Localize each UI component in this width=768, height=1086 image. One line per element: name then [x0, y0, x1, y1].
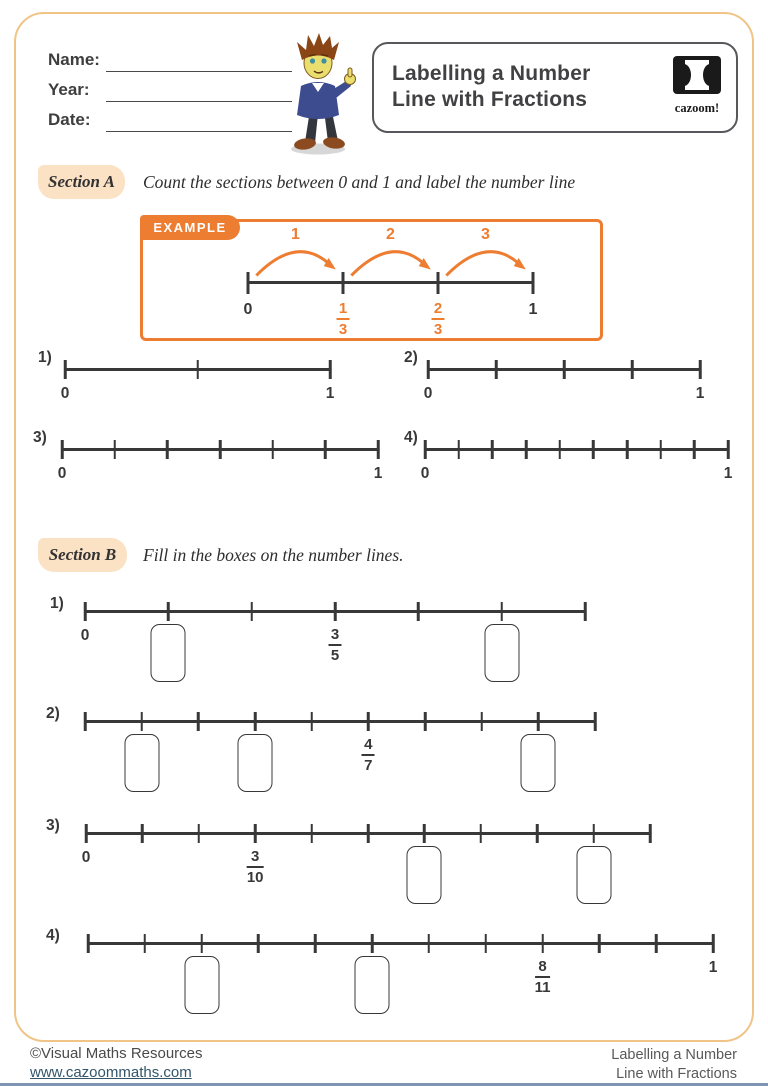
tick-mark	[367, 712, 370, 731]
fraction-denominator: 5	[330, 646, 340, 664]
hop-arrow	[438, 226, 533, 278]
tick-mark	[712, 934, 715, 953]
fraction-denominator: 11	[534, 978, 551, 996]
tick-mark	[84, 712, 87, 731]
fraction-bar	[432, 318, 445, 320]
tick-number-label: 1	[723, 465, 733, 482]
tick-mark	[84, 602, 87, 621]
name-label: Name:	[48, 50, 100, 69]
tick-mark	[257, 934, 260, 953]
tick-mark	[198, 824, 201, 843]
tick-mark	[592, 440, 595, 459]
tick-mark	[500, 602, 503, 621]
fraction-numerator: 3	[330, 626, 340, 643]
tick-mark	[254, 824, 257, 843]
tick-mark	[428, 934, 431, 953]
fraction-label	[432, 301, 445, 338]
tick-mark	[727, 440, 730, 459]
number-line-b1	[80, 602, 585, 707]
fraction-numerator: 3	[251, 848, 260, 865]
tick-mark	[271, 440, 274, 459]
fraction-denominator: 3	[338, 320, 348, 338]
tick-mark	[377, 440, 380, 459]
tick-mark	[649, 824, 652, 843]
tick-mark	[626, 440, 629, 459]
number-line-b4	[88, 934, 718, 1039]
tick-mark	[113, 440, 116, 459]
hop-arrow-label: 3	[481, 226, 490, 243]
tick-mark	[525, 440, 528, 459]
example-hop-arrows	[248, 226, 533, 278]
tick-mark	[699, 360, 702, 379]
tick-mark	[144, 934, 147, 953]
tick-mark	[631, 360, 634, 379]
answer-box[interactable]	[576, 846, 611, 904]
tick-number-label: 1	[325, 385, 335, 402]
tick-mark	[457, 440, 460, 459]
section-b-instruction: Fill in the boxes on the number lines.	[143, 545, 404, 565]
tick-number-label: 0	[57, 465, 67, 482]
tick-mark	[594, 712, 597, 731]
footer-title-line-1: Labelling a Number	[611, 1047, 737, 1063]
tick-mark	[655, 934, 658, 953]
section-a-badge	[38, 165, 125, 199]
tick-mark	[367, 824, 370, 843]
tick-mark	[197, 712, 200, 731]
fraction-numerator: 8	[538, 958, 547, 975]
title-box	[372, 42, 738, 133]
tick-mark	[541, 934, 544, 953]
footer-left	[30, 1044, 203, 1082]
footer-website-link[interactable]: www.cazoommaths.com	[30, 1064, 192, 1081]
mascot-boy-illustration	[272, 30, 364, 158]
fraction-bar	[247, 866, 264, 868]
tick-mark	[584, 602, 587, 621]
year-input-line[interactable]	[106, 101, 292, 102]
tick-mark	[427, 360, 430, 379]
problem-a3-number: 3)	[33, 429, 47, 446]
tick-mark	[200, 934, 203, 953]
tick-mark	[85, 824, 88, 843]
fraction-label	[362, 737, 375, 774]
hop-arrow-label: 1	[291, 226, 300, 243]
fraction-bar	[329, 644, 342, 646]
problem-b2-number: 2)	[46, 705, 60, 722]
problem-a1-number: 1)	[38, 349, 52, 366]
answer-box[interactable]	[355, 956, 390, 1014]
number-line-bar	[248, 281, 533, 284]
number-line-b3	[81, 824, 650, 929]
tick-mark	[167, 602, 170, 621]
tick-number-label: 1	[373, 465, 383, 482]
tick-mark	[329, 360, 332, 379]
problem-b1-number: 1)	[50, 595, 64, 612]
section-a-instruction: Count the sections between 0 and 1 and label the number line	[143, 172, 576, 192]
tick-mark	[417, 602, 420, 621]
tick-mark	[196, 360, 199, 379]
answer-box[interactable]	[521, 734, 556, 792]
problem-a4-number: 4)	[404, 429, 418, 446]
tick-mark	[314, 934, 317, 953]
section-b-badge-label: Section B	[48, 545, 117, 564]
tick-mark	[563, 360, 566, 379]
number-line-a2	[423, 360, 705, 410]
footer-copyright: ©Visual Maths Resources	[30, 1045, 203, 1062]
hop-arrow	[248, 226, 343, 278]
hop-arrow	[343, 226, 438, 278]
fraction-numerator: 4	[364, 736, 373, 753]
tick-mark	[64, 360, 67, 379]
tick-mark	[254, 712, 257, 731]
answer-box[interactable]	[407, 846, 442, 904]
problem-b4-number: 4)	[46, 927, 60, 944]
number-line-a1	[60, 360, 335, 410]
tick-number-label: 0	[60, 385, 70, 402]
fraction-bar	[535, 976, 551, 978]
number-line-a3	[57, 440, 383, 490]
tick-mark	[659, 440, 662, 459]
answer-box[interactable]	[151, 624, 186, 682]
fraction-label	[247, 849, 264, 886]
tick-mark	[537, 712, 540, 731]
tick-number-label: 0	[420, 465, 430, 482]
number-line-a4	[420, 440, 733, 490]
tick-mark	[166, 440, 169, 459]
worksheet-title	[392, 61, 590, 113]
tick-mark	[536, 824, 539, 843]
tick-mark	[250, 602, 253, 621]
title-line-2: Line with Fractions	[392, 88, 588, 111]
cazoom-logo	[668, 55, 726, 116]
footer-title-line-2: Line with Fractions	[616, 1066, 737, 1082]
tick-number-label: 1	[528, 301, 538, 318]
tick-mark	[371, 934, 374, 953]
date-input-line[interactable]	[106, 131, 292, 132]
tick-mark	[491, 440, 494, 459]
fraction-bar	[362, 754, 375, 756]
tick-mark	[495, 360, 498, 379]
fraction-label	[337, 301, 350, 338]
tick-mark	[424, 712, 427, 731]
number-line-b2	[85, 712, 595, 817]
example-number-line	[243, 272, 538, 338]
fraction-denominator: 3	[433, 320, 443, 338]
problem-b3-number: 3)	[46, 817, 60, 834]
tick-mark	[324, 440, 327, 459]
tick-mark	[141, 824, 144, 843]
hop-arrow-label: 2	[386, 226, 395, 243]
fraction-label	[329, 627, 342, 664]
answer-box[interactable]	[124, 734, 159, 792]
tick-number-label: 1	[695, 385, 705, 402]
tick-mark	[310, 824, 313, 843]
fraction-label	[535, 959, 551, 996]
name-input-line[interactable]	[106, 71, 292, 72]
tick-mark	[334, 602, 337, 621]
tick-mark	[219, 440, 222, 459]
tick-mark	[310, 712, 313, 731]
tick-mark	[423, 824, 426, 843]
year-label: Year:	[48, 80, 90, 99]
tick-number-label: 0	[423, 385, 433, 402]
tick-mark	[558, 440, 561, 459]
tick-mark	[140, 712, 143, 731]
answer-box[interactable]	[238, 734, 273, 792]
cazoom-logo-text: cazoom!	[674, 101, 720, 115]
tick-mark	[598, 934, 601, 953]
number-line-bar	[85, 720, 595, 723]
fraction-denominator: 7	[364, 756, 373, 774]
fraction-numerator: 1	[338, 300, 348, 317]
tick-mark	[480, 712, 483, 731]
problem-a2-number: 2)	[404, 349, 418, 366]
fraction-numerator: 2	[433, 300, 443, 317]
section-b-badge	[38, 538, 127, 572]
fraction-bar	[337, 318, 350, 320]
tick-mark	[480, 824, 483, 843]
tick-mark	[484, 934, 487, 953]
tick-mark	[87, 934, 90, 953]
footer-right	[611, 1046, 737, 1084]
tick-mark	[693, 440, 696, 459]
section-a-badge-label: Section A	[48, 172, 115, 191]
fraction-denominator: 10	[246, 868, 264, 886]
cazoom-logo-icon	[672, 55, 722, 95]
tick-mark	[592, 824, 595, 843]
tick-mark	[61, 440, 64, 459]
tick-number-label: 0	[80, 627, 90, 644]
tick-number-label: 0	[81, 849, 91, 866]
number-line-bar	[88, 942, 713, 945]
title-line-1: Labelling a Number	[392, 62, 591, 85]
tick-number-label: 0	[243, 301, 253, 318]
answer-box[interactable]	[484, 624, 519, 682]
example-tab: EXAMPLE	[140, 215, 240, 240]
number-line-bar	[425, 448, 728, 451]
answer-box[interactable]	[184, 956, 219, 1014]
tick-mark	[424, 440, 427, 459]
tick-number-label: 1	[708, 959, 718, 976]
date-label: Date:	[48, 110, 91, 129]
